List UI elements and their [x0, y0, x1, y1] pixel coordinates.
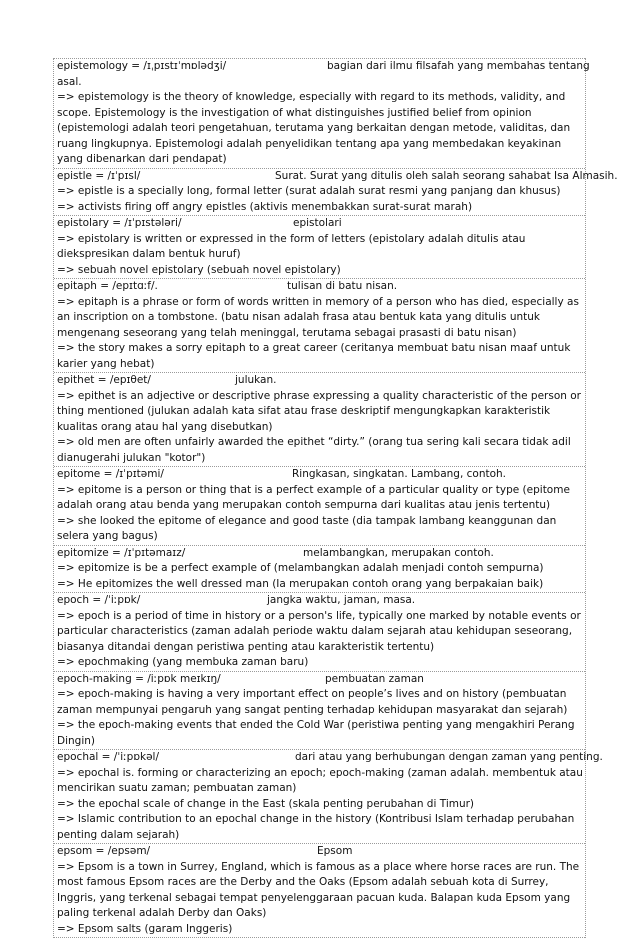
entry-meaning: melambangkan, merupakan contoh.: [303, 546, 494, 559]
entry-term: epoch = /ˈiːpɒk/: [57, 594, 141, 606]
entry-line: => epochal is. forming or characterizing an epoch; epoch-making (zaman adalah. membentuk atau mencirikan suatu zaman; pembuatan zaman): [57, 766, 583, 794]
entry-term: epistolary = /ɪˈpɪstələri/: [57, 217, 182, 229]
dictionary-entry: [54, 372, 585, 466]
entry-heading: [57, 844, 583, 860]
entry-meaning: Ringkasan, singkatan. Lambang, contoh.: [292, 468, 507, 480]
entry-line: => He epitomizes the well dressed man (Ia merupakan contoh orang yang berpakaian baik): [57, 577, 544, 590]
entry-term: epistle = /ɪˈpɪsl/: [57, 169, 141, 182]
dictionary-entry: [54, 278, 585, 372]
entry-line: => Epsom salts (garam Inggeris): [57, 922, 233, 935]
entry-meaning: Epsom: [317, 845, 353, 857]
dictionary-entry: [54, 671, 585, 750]
entry-heading: [57, 467, 583, 483]
entry-line: => epoch is a period of time in history or a person's life, typically one marked by notable events or particular characteristics (zaman adalah periode waktu dalam sejarah atau kehidupan seseorang, biasanya ditandai dengan peristiwa penting atau karakteristik tertentu): [57, 609, 581, 653]
entry-line: => epitome is a person or thing that is a perfect example of a particular quality or type (epitome adalah orang atau benda yang merupakan contoh sempurna dari kualitas atau jenis tertentu): [57, 483, 570, 511]
entry-line: asal.: [57, 75, 82, 88]
entry-term: epoch-making = /iːpɒk meɪkɪŋ/: [57, 672, 221, 685]
entry-term: epitome = /ɪˈpɪtəmi/: [57, 468, 164, 480]
entry-line: => Epsom is a town in Surrey, England, which is famous as a place where horse races are run. The most famous Epsom races are the Derby and the Oaks (Epsom adalah sebuah kota di Surrey, Inggris, yang terkenal sebagai tempat penyelenggaraan pacuan kuda. Balapan kuda Epsom yang paling terkenal adalah Derby dan Oaks): [57, 860, 580, 919]
entry-meaning: epistolari: [293, 217, 342, 229]
entry-line: => sebuah novel epistolary (sebuah novel epistolary): [57, 263, 341, 276]
entry-line: => epistolary is written or expressed in the form of letters (epistolary adalah ditulis atau diekspresikan dalam bentuk huruf): [57, 232, 526, 260]
entry-heading: [57, 750, 603, 766]
entry-meaning: pembuatan zaman: [325, 672, 424, 685]
entry-heading: [57, 593, 583, 609]
entry-heading: [57, 279, 583, 295]
entry-meaning: bagian dari ilmu filsafah yang membahas tentang: [327, 60, 590, 72]
entry-line: => epitaph is a phrase or form of words written in memory of a person who has died, especially as an inscription on a tombstone. (batu nisan adalah frasa atau bentuk kata yang ditulis untuk mengenang seseorang yang telah meninggal, terutama sebagai prasasti di batu nisan): [57, 295, 579, 339]
dictionary-entry: [54, 466, 585, 545]
entry-line: => epoch-making is having a very important effect on people’s lives and on history (pembuatan zaman mempunyai pengaruh yang sangat penting terhadap kehidupan masyarakat dan sejarah): [57, 688, 568, 716]
entry-term: epochal = /ˈiːpɒkəl/: [57, 751, 160, 763]
entry-term: epitomize = /ɪˈpɪtəmaɪz/: [57, 546, 186, 559]
entry-meaning: dari atau yang berhubungan dengan zaman yang penting.: [295, 751, 603, 763]
dictionary-entry: [54, 58, 590, 168]
entry-heading: [57, 169, 618, 185]
entry-line: => she looked the epitome of elegance and good taste (dia tampak lambang keanggunan dan selera yang bagus): [57, 514, 557, 542]
dictionary-document: [53, 58, 618, 938]
entry-term: epistemology = /ɪˌpɪstɪˈmɒlədʒi/: [57, 60, 227, 72]
entry-heading: [57, 672, 583, 688]
entry-line: => the epoch-making events that ended the Cold War (peristiwa penting yang mengakhiri Perang Dingin): [57, 719, 575, 747]
entry-meaning: tulisan di batu nisan.: [287, 280, 398, 292]
entry-line: => epistemology is the theory of knowledge, especially with regard to its methods, validity, and scope. Epistemology is the investigation of what distinguishes justified belief from opinion (epistemologi adalah teori pengetahuan, terutama yang berkaitan dengan metode, validitas, dan ruang lingkupnya. Epistemologi adalah penyelidikan tentang apa yang membedakan keyakinan yang dibenarkan dari pendapat): [57, 91, 571, 165]
entry-line: => epithet is an adjective or descriptive phrase expressing a quality characteristic of the person or thing mentioned (julukan adalah kata sifat atau frase deskriptif mengungkapkan karakteristik kualitas orang atau hal yang disebutkan): [57, 389, 581, 433]
dictionary-entry: [54, 168, 618, 216]
entry-term: epsom = /epsəm/: [57, 845, 151, 857]
entry-meaning: Surat. Surat yang ditulis oleh salah seorang sahabat Isa Almasih.: [275, 169, 618, 182]
entry-line: => the story makes a sorry epitaph to a great career (ceritanya membuat batu nisan maaf untuk karier yang hebat): [57, 342, 571, 370]
entry-term: epitaph = /epɪtɑːf/.: [57, 280, 158, 292]
entry-line: => epistle is a specially long, formal letter (surat adalah surat resmi yang panjang dan khusus): [57, 185, 561, 197]
dictionary-entry: [54, 749, 603, 843]
entry-heading: [57, 546, 583, 562]
entry-term: epithet = /epɪθet/: [57, 374, 151, 386]
entry-heading: [57, 216, 583, 232]
entry-line: => epitomize is be a perfect example of (melambangkan adalah menjadi contoh sempurna): [57, 562, 544, 574]
entry-heading: [57, 59, 590, 75]
entry-heading: [57, 373, 583, 389]
dictionary-entry: [54, 545, 585, 593]
entry-meaning: jangka waktu, jaman, masa.: [267, 594, 416, 606]
dictionary-entry: [54, 215, 585, 278]
dictionary-entry: [54, 843, 585, 938]
entry-line: => the epochal scale of change in the East (skala penting perubahan di Timur): [57, 797, 475, 810]
entry-meaning: julukan.: [235, 374, 277, 386]
entry-line: => activists firing off angry epistles (aktivis menembakkan surat-surat marah): [57, 200, 473, 213]
entry-line: => Islamic contribution to an epochal change in the history (Kontribusi Islam terhadap perubahan penting dalam sejarah): [57, 813, 575, 841]
entry-line: => old men are often unfairly awarded the epithet “dirty.” (orang tua sering kali secara tidak adil dianugerahi julukan "kotor"): [57, 436, 571, 464]
dictionary-entry: [54, 592, 585, 671]
entry-line: => epochmaking (yang membuka zaman baru): [57, 656, 309, 668]
